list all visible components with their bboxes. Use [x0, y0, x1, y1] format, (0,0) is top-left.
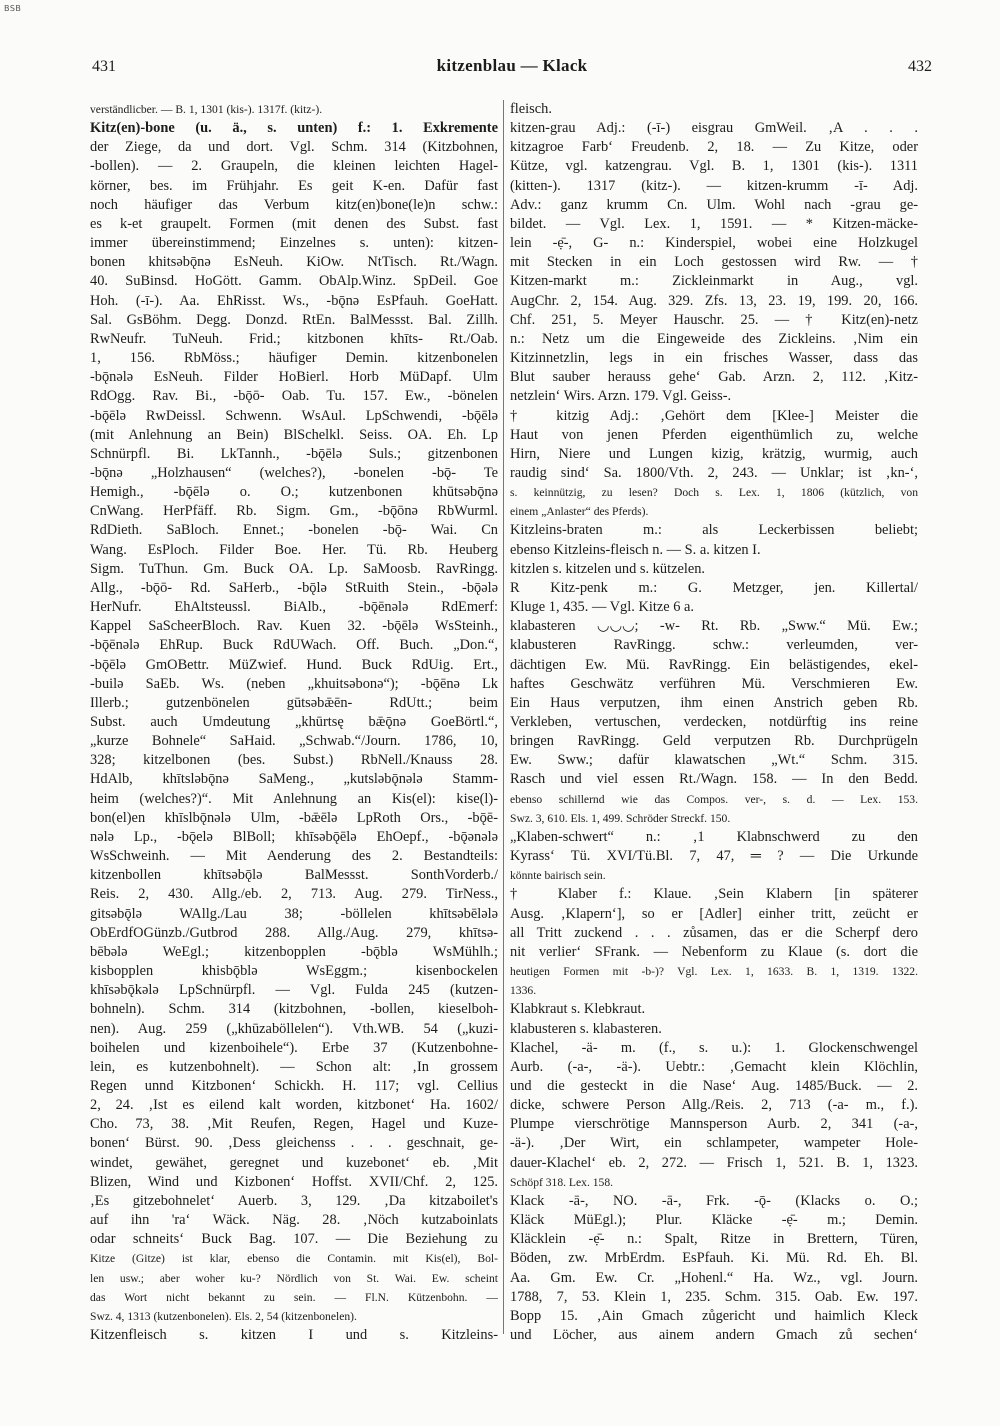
text-line: len usw.; aber woher ku-? Nördlich von St. Wai. Ew. scheint — [90, 1271, 498, 1285]
text-line: netzlein‘ Wirs. Arzn. 179. Vgl. Geiss-. — [510, 388, 732, 405]
text-line: † Klaber f.: Klaue. ‚Sein Klabern [in späterer — [510, 886, 918, 903]
text-line: 40. SuBinsd. HoGött. Gamm. ObAlp.Winz. SpDeil. Goe — [90, 273, 498, 290]
text-line: bringen RavRingg. Geld verputzen Rb. Durchprügeln — [510, 733, 918, 750]
text-line: -bǭēlə GmOBettr. MüZwief. Hund. Buck RdUig. Ert., — [90, 656, 498, 673]
text-line: fleisch. — [510, 101, 552, 117]
text-line: Ein Haus verputzen, ihm einen Anstrich geben Rb. — [510, 694, 918, 711]
text-line: bon(el)en khīslbǭnələ Ulm, -bǣēlə LpRoth Ors., -bǭē- — [90, 809, 498, 826]
text-line: s. keinnützig, zu lesen? Doch s. Lex. 1, 1806 (kützlich, von — [510, 486, 918, 500]
text-line: Kitzen-markt m.: Zickleinmarkt in Aug., vgl. — [510, 273, 918, 290]
text-line: Ausg. ‚Klapern‘], so er [Adler] einher tritt, zeücht er — [510, 905, 918, 922]
text-line: ‚Es gitzebohnelet‘ Auerb. 3, 129. ‚Da kitzaboilet's — [90, 1192, 498, 1209]
text-line: Aa. Gm. Ew. Cr. „Hohenl.“ Ha. Wz., vgl. Journ. — [510, 1269, 918, 1286]
text-line: mit Stecken in ein Loch gestossen wird Rw. — † — [510, 254, 918, 271]
text-line: Kappel SaScheerBloch. Rav. Kuen 32. -bǭēlə WsSteinh., — [90, 618, 498, 635]
text-line: Adv.: ganz krumm Cn. Ulm. Wohl nach -grau ge- — [510, 196, 918, 213]
left-column — [90, 100, 498, 1345]
text-line: CnWang. HerPfäff. Rb. Sigm. Gm., -bǭōnə RbWurml. — [90, 503, 498, 520]
text-line: -bǭēnələ EhRup. Buck RdUWach. Off. Buch. „Don.“, — [90, 637, 498, 654]
text-line: klabusteren s. klabasteren. — [510, 1020, 662, 1037]
text-line: das Wort nicht bekannt zu sein. — Fl.N. Kützenbohn. — — [90, 1290, 498, 1304]
text-line: Klachel, -ä- m. (f., s. u.): 1. Glockenschwengel — [510, 1039, 918, 1056]
text-line: 1, 156. RbMöss.; häufiger Demin. kitzenbonelen — [90, 350, 498, 367]
text-line: kitzagroe Farb‘ Freudenb. 2, 18. — Zu Kitze, oder — [510, 139, 918, 156]
text-line: ebenso schillernd wie das Compos. ver-, s. d. — Lex. 153. — [510, 792, 918, 806]
page-number-left: 431 — [92, 58, 116, 75]
text-line: Blizen, Wind und Kizbonen‘ Hoffst. XVII/Chf. 2, 125. — [90, 1173, 498, 1190]
text-line: verständlicber. — B. 1, 1301 (kis-). 1317f. (kitz-). — [90, 103, 323, 116]
text-line: Swz. 3, 610. Els. 1, 499. Schröder Streckf. 150. — [510, 811, 731, 825]
text-line: und die gesteckt in die Nase‘ Aug. 1485/Buck. — 2. — [510, 1077, 918, 1094]
text-line: AugChr. 2, 154. Aug. 329. Zfs. 13, 23. 19, 199. 20, 166. — [510, 292, 918, 309]
text-line: -bǭēlə RwDeissl. Schwenn. WsAul. LpSchwendi, -bǭēlə — [90, 407, 498, 424]
text-line: heutigen Formen mit -b-)? Vgl. Lex. 1, 1633. B. 1, 1319. 1322. — [510, 965, 918, 979]
text-line: immer übereinstimmend; Einzelnes s. unten): kitzen- — [90, 235, 498, 252]
text-line: Sigm. TuThun. Gm. Buck OA. Lp. SaMoosb. RavRingg. — [90, 560, 498, 577]
text-line: Schnürpfl. Bi. LkTannh., -bǭēlə Suls.; gitzenbonen — [90, 445, 498, 462]
text-line: -ä-). ‚Der Wirt, ein schlampeter, wampeter Hole- — [510, 1135, 918, 1152]
text-line: Schöpf 318. Lex. 158. — [510, 1175, 614, 1189]
text-line: Kitzleins-braten m.: als Leckerbissen beliebt; — [510, 522, 918, 539]
text-line: Kitzinnetzlin, legs in ein frisches Wasser, dass das — [510, 350, 918, 367]
text-line: Regen unnd Kitzbonen‘ Schickh. H. 117; vgl. Cellius — [90, 1077, 498, 1094]
text-line: klabasteren ◡◡◡; -w- Rt. Rb. „Sww.“ Mü. Ew.; — [510, 618, 918, 635]
text-line: RdOgg. Rav. Bi., -bǭō- Oab. Tu. 157. Ew., -bönelen — [90, 388, 498, 405]
text-line: bonen‘ Bürst. 90. ‚Dess gleichenss . . . geschnait, ge- — [90, 1135, 498, 1152]
text-line: nələ Lp., -bǭelə BlBoll; khīsəbǭēlə EhOepf., -bǭənələ — [90, 828, 498, 845]
text-line: 2, 24. ‚Ist es eilend kalt worden, kitzbonet‘ Ha. 1602/ — [90, 1097, 498, 1114]
text-line: Klack -ā-, NO. -ā-, Frk. -ǭ- (Klacks o. O.; — [510, 1192, 918, 1209]
text-line: Kitzenfleisch s. kitzen I und s. Kitzleins- — [90, 1327, 498, 1343]
text-line: -bollen). — 2. Graupeln, die kleinen leichten Hagel- — [90, 158, 498, 175]
text-line: „Klaben-schwert“ n.: ‚1 Klabnschwerd zu den — [510, 828, 918, 845]
text-line: Kütze, vgl. katzengrau. Vgl. B. 1, 1301 (kis-). 1311 — [510, 158, 918, 175]
text-line: raudig sind‘ Sa. 1800/Vth. 2, 243. — Unklar; ist ‚kn-‘, — [510, 464, 918, 481]
text-line: einem „Anlaster“ des Pferds). — [510, 505, 649, 519]
text-line: kisbopplen khisbǭblə WsEggm.; kisenbockelen — [90, 963, 498, 980]
running-title: kitzenblau — Klack — [436, 56, 588, 75]
text-line: kitzen-grau Adj.: (-ī-) eisgrau GmWeil. ‚A . . . — [510, 120, 918, 137]
text-line: Haut von jenen Pferden eigenthümlich zu, welche — [510, 426, 918, 443]
text-line: Hemigh., -bǭēlə o. O.; kutzenbonen khūtsəbǭnə — [90, 484, 498, 501]
text-line: 328; kitzelbonen (bes. Subst.) RbNell./Knauss 28. — [90, 752, 498, 769]
text-line: „kurze Bohnele“ SaHaid. „Schwab.“/Journ. 1786, 10, — [90, 733, 498, 750]
text-line: † kitzig Adj.: ‚Gehört dem [Klee-] Meister die — [510, 407, 918, 424]
text-line: Cho. 73, 38. ‚Mit Reufen, Regen, Hagel und Kuze- — [90, 1116, 498, 1133]
text-line: Illerb.; gutzenbönelen gūtsəbǣēn- RdUtt.; beim — [90, 694, 498, 711]
text-line: R Kitz-penk m.: G. Metzger, jen. Killertal/ — [510, 579, 918, 596]
text-line: boihelen und kizenboihele“). Erbe 37 (Kutzenbohne- — [90, 1039, 498, 1056]
text-line: Swz. 4, 1313 (kutzenbonelen). Els. 2, 54 (kitzenbonelen). — [90, 1309, 357, 1323]
text-line: noch häufiger das Verbum kitz(en)bone(le)n schw.: — [90, 196, 498, 213]
text-line: Hoh. (-ī-). Aa. EhRisst. Ws., -bǭnə EsPfauh. GoeHatt. — [90, 292, 498, 309]
text-line: RdDieth. SaBloch. Ennet.; -bonelen -bǭ- Wai. Cn — [90, 522, 498, 539]
text-line: Kyrass‘ Tü. XVI/Tü.Bl. 7, 47, ═ ? — Die Urkunde — [510, 848, 918, 865]
text-line: -builə SaEb. Ws. (neben „khuitsəbonə“); -bǭēnə Lk — [90, 675, 498, 692]
text-line: -bǭnələ EsNeuh. Filder HoBierl. Horb MüDapf. Ulm — [90, 369, 498, 386]
text-line: odar schneits‘ Buck Bag. 107. — Die Beziehung zu — [90, 1231, 498, 1248]
right-column — [510, 100, 918, 1345]
text-line: Ew. Sww.; dafür klawatschen „Wt.“ Schm. 315. — [510, 752, 918, 769]
text-line: Sal. GsBöhm. Degg. Donzd. RtEn. BalMessst. Bal. Zillh. — [90, 311, 498, 328]
text-line: HdAlb, khītsləbǭnə SaMeng., „kutsləbǭnələ Stamm- — [90, 771, 498, 788]
text-line: Reis. 2, 430. Allg./eb. 2, 713. Aug. 279. TirNess., — [90, 886, 498, 903]
text-line: Kitze (Gitze) ist klar, ebenso die Contamin. mit Kis(el), Bol- — [90, 1252, 498, 1266]
text-line: Rasch und viel essen Rt./Wagn. 158. — In den Bedd. — [510, 771, 918, 788]
library-stamp: BSB — [4, 4, 22, 13]
text-line: Plumpe vierschrötige Mannsperson Aurb. 2, 341 (-a-, — [510, 1116, 918, 1133]
text-line: bēbələ WeEgl.; kitzenbopplen -bǭblə WsMühlh.; — [90, 943, 498, 960]
text-line: Kläck MüEgl.); Plur. Kläcke -ẹ̄- m.; Demin. — [510, 1212, 918, 1229]
text-line: bonen khitsəbǭnə EsNeuh. KiOw. NtTisch. Rt./Wagn. — [90, 254, 498, 271]
text-line: Kluge 1, 435. — Vgl. Kitze 6 a. — [510, 599, 694, 616]
text-line: WsSchweinh. — Mit Aenderung des 2. Bestandteils: — [90, 848, 498, 865]
text-line: windet, gewähet, geregnet und kuzebonet‘ eb. ‚Mit — [90, 1154, 498, 1171]
text-line: kitzlen s. kitzelen und s. kützelen. — [510, 560, 706, 577]
text-line: Aurb. (-a-, -ä-). Uebtr.: ‚Gemacht klein Klöchlin, — [510, 1058, 918, 1075]
text-line: bohneln). Schm. 314 (kitzbohnen, -bollen, kieselboh- — [90, 1001, 498, 1018]
text-line: heim (welches?)“. Mit Anlehnung an Kis(el): kise(l)- — [90, 790, 498, 807]
text-line: und Löcher, aus ainem andern Gmach zů sechen‘ — [510, 1327, 918, 1343]
text-line: Kläcklein -ẹ̄- n.: Spalt, Ritze in Brettern, Türen, — [510, 1231, 918, 1248]
text-line: nen). Aug. 259 („khūzaböllelen“). Vth.WB. 54 („kuzi- — [90, 1020, 498, 1037]
text-line: körner, bes. im Frühjahr. Es geit K-en. Dafür fast — [90, 177, 498, 194]
text-line: Verkleben, vertuschen, verdecken, notdürftig ins reine — [510, 714, 918, 730]
text-line: auf ihn 'ra‘ Wäck. Näg. 28. ‚Nöch kutzaboinlats — [90, 1212, 498, 1229]
text-line: nit verlier‘ SFrank. — Nebenform zu Klaue (s. dort die — [510, 943, 918, 960]
text-line: Klabkraut s. Klebkraut. — [510, 1001, 646, 1018]
column-divider — [503, 100, 504, 1334]
text-line: HerNufr. EhAltsteussl. BiAlb., -bǭēnələ RdEmerf: — [90, 599, 498, 616]
text-line: dächtigen Ew. Mü. RavRingg. Ein belästigendes, ekel- — [510, 656, 918, 673]
text-line: Subst. auch Umdeutung „khūrtsę bǣǭnə GoeBörtl.“, — [90, 714, 498, 730]
text-line: (kitten-). 1317 (kitz-). — kitzen-krumm -ī- Adj. — [510, 177, 918, 194]
text-line: ebenso Kitzleins-fleisch n. — S. a. kitzen I. — [510, 541, 761, 558]
text-line: Chf. 251, 5. Meyer Hauschr. 25. — † Kitz(en)-netz — [510, 311, 918, 328]
text-line: dicke, schwere Person Allg./Reis. 2, 713 (-a- m., f.). — [510, 1097, 918, 1114]
text-line: haftes Geschwätz verführen Mü. Verschmieren Ew. — [510, 675, 918, 692]
text-line: n.: Netz um die Eingeweide des Zickleins. ‚Nim ein — [510, 330, 918, 347]
text-line: bildet. — Vgl. Lex. 1, 1591. — * Kitzen-mäcke- — [510, 215, 918, 232]
page-header — [92, 58, 932, 82]
text-line: khīsəbǭkələ LpSchnürpfl. — Vgl. Fulda 245 (kutzen- — [90, 982, 498, 999]
text-line: der Ziege, da und dort. Vgl. Schm. 314 (Kitzbohnen, — [90, 139, 498, 156]
text-line: lein, es kutzenbohnelt). — Schon alt: ‚In grossem — [90, 1058, 498, 1075]
text-line: dauer-Klachel‘ eb. 2, 272. — Frisch 1, 521. B. 1, 1323. — [510, 1154, 918, 1171]
text-line: gitsəbǭlə WAllg./Lau 38; -böllelen khītsəbēlələ — [90, 905, 498, 922]
text-line: Wang. EsPloch. Filder Boe. Her. Tü. Rb. Heuberg — [90, 541, 498, 558]
text-line: RwNeufr. TuNeuh. Frid.; kitzbonen khīts- Rt./Oab. — [90, 330, 498, 347]
text-line: Allg., -bǭō- Rd. SaHerb., -bǭlə StRuith Stein., -bǭələ — [90, 579, 498, 596]
text-line: es k-et graupelt. Formen (mit denen des Subst. fast — [90, 215, 498, 232]
text-line: klabusteren RavRingg. schw.: verleumden, ver- — [510, 637, 918, 654]
text-line: ObErdfOGünzb./Gutbrod 288. Allg./Aug. 279, khītsə- — [90, 924, 498, 941]
text-line: all Tritt zuckend . . . zůsamen, das er die Scherpf dero — [510, 924, 918, 941]
text-line: lein -ẹ̄-, G- n.: Kinderspiel, wobei eine Holzkugel — [510, 235, 918, 252]
page-number-right: 432 — [908, 58, 932, 75]
text-line: Hirn, Niere und Lungen kizig, krätzig, wurmig, auch — [510, 445, 918, 462]
text-line: könnte bairisch sein. — [510, 869, 606, 883]
text-line: Kitz(en)-bone (u. ä., s. unten) f.: 1. Exkremente — [90, 120, 498, 137]
text-line: 1788, 7, 53. Klein 1, 235. Schm. 315. Oab. Ew. 197. — [510, 1288, 918, 1305]
text-line: 1336. — [510, 984, 537, 998]
text-line: (mit Anlehnung an Bein) BlSchelkl. Seiss. OA. Eh. Lp — [90, 426, 498, 443]
text-line: Böden, zw. MrbErdm. EsPfauh. Ki. Mü. Rd. Eh. Bl. — [510, 1250, 918, 1267]
text-line: -bǭnə „Holzhausen“ (welches?), -bonelen -bǭ- Te — [90, 464, 498, 481]
text-line: Blut sauber herauss gehe‘ Gab. Arzn. 2, 112. ‚Kitz- — [510, 369, 918, 386]
text-line: Bopp 15. ‚Ain Gmach zůgericht und haimlich Kleck — [510, 1307, 918, 1324]
text-line: kitzenbollen khītsəbǭlə BalMessst. SonthVorderb./ — [90, 867, 498, 884]
